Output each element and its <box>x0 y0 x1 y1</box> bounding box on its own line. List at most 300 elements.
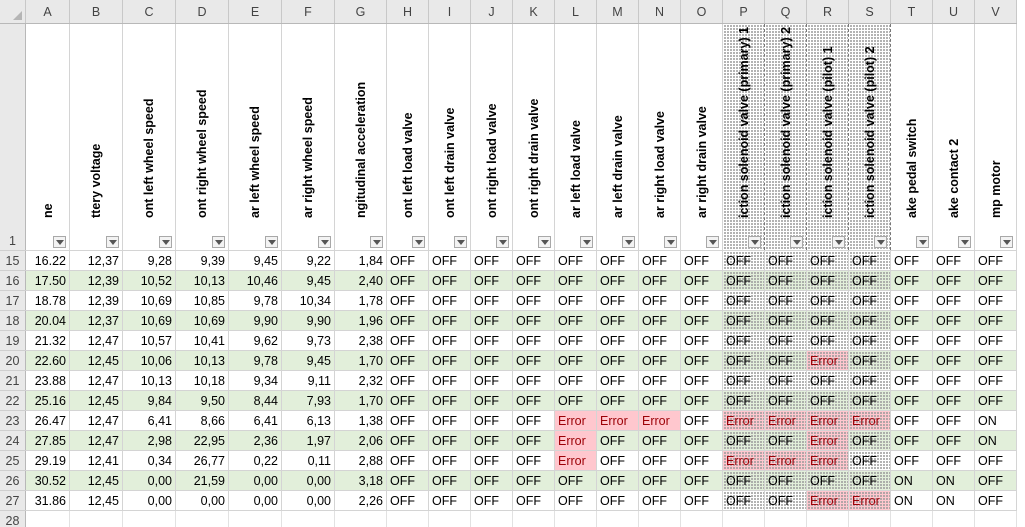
header-cell[interactable] <box>807 24 849 251</box>
column-header-k[interactable]: K <box>513 0 555 24</box>
column-header-t[interactable]: T <box>891 0 933 24</box>
cell[interactable]: 10,52 <box>123 271 176 291</box>
header-cell[interactable] <box>229 24 282 251</box>
cell[interactable] <box>335 511 387 527</box>
cell[interactable]: OFF <box>513 431 555 451</box>
cell[interactable]: OFF <box>387 311 429 331</box>
cell[interactable]: OFF <box>975 451 1017 471</box>
cell[interactable]: OFF <box>891 271 933 291</box>
cell[interactable]: OFF <box>639 251 681 271</box>
cell[interactable]: OFF <box>933 431 975 451</box>
cell[interactable]: OFF <box>513 491 555 511</box>
cell[interactable]: OFF <box>429 291 471 311</box>
cell[interactable]: 0,34 <box>123 451 176 471</box>
cell[interactable]: OFF <box>639 351 681 371</box>
cell[interactable]: OFF <box>639 271 681 291</box>
cell[interactable]: OFF <box>975 491 1017 511</box>
cell[interactable] <box>765 511 807 527</box>
column-header-b[interactable]: B <box>70 0 123 24</box>
filter-dropdown-icon[interactable] <box>318 236 331 248</box>
cell[interactable]: OFF <box>471 291 513 311</box>
row-number[interactable]: 24 <box>0 431 26 451</box>
cell[interactable]: 1,84 <box>335 251 387 271</box>
cell[interactable]: OFF <box>849 291 891 311</box>
cell[interactable] <box>26 511 70 527</box>
cell[interactable]: 0,00 <box>229 471 282 491</box>
cell[interactable]: 1,97 <box>282 431 335 451</box>
cell[interactable]: OFF <box>429 351 471 371</box>
header-cell[interactable] <box>891 24 933 251</box>
row-number[interactable]: 15 <box>0 251 26 271</box>
cell[interactable]: Error <box>765 411 807 431</box>
cell[interactable]: OFF <box>933 271 975 291</box>
header-cell[interactable] <box>335 24 387 251</box>
cell[interactable] <box>639 511 681 527</box>
cell[interactable]: ON <box>933 471 975 491</box>
cell[interactable]: OFF <box>765 431 807 451</box>
filter-dropdown-icon[interactable] <box>706 236 719 248</box>
cell[interactable]: Error <box>807 491 849 511</box>
cell[interactable]: OFF <box>723 271 765 291</box>
cell[interactable]: 31.86 <box>26 491 70 511</box>
cell[interactable]: 9,73 <box>282 331 335 351</box>
cell[interactable]: OFF <box>597 311 639 331</box>
filter-dropdown-icon[interactable] <box>622 236 635 248</box>
cell[interactable]: 12,39 <box>70 291 123 311</box>
cell[interactable]: ON <box>933 491 975 511</box>
cell[interactable]: 6,13 <box>282 411 335 431</box>
cell[interactable] <box>229 511 282 527</box>
row-number[interactable]: 25 <box>0 451 26 471</box>
cell[interactable]: OFF <box>429 391 471 411</box>
column-header-a[interactable]: A <box>26 0 70 24</box>
cell[interactable]: 10,13 <box>176 351 229 371</box>
column-header-p[interactable]: P <box>723 0 765 24</box>
header-cell[interactable] <box>933 24 975 251</box>
cell[interactable]: OFF <box>639 451 681 471</box>
cell[interactable] <box>723 511 765 527</box>
cell[interactable]: 1,70 <box>335 391 387 411</box>
cell[interactable]: OFF <box>723 251 765 271</box>
column-header-u[interactable]: U <box>933 0 975 24</box>
cell[interactable]: 10,57 <box>123 331 176 351</box>
header-cell[interactable] <box>26 24 70 251</box>
cell[interactable]: Error <box>597 411 639 431</box>
cell[interactable]: OFF <box>975 271 1017 291</box>
cell[interactable]: OFF <box>555 391 597 411</box>
cell[interactable]: OFF <box>765 271 807 291</box>
cell[interactable]: OFF <box>639 491 681 511</box>
cell[interactable]: OFF <box>723 391 765 411</box>
column-header-q[interactable]: Q <box>765 0 807 24</box>
cell[interactable]: 26.47 <box>26 411 70 431</box>
column-header-h[interactable]: H <box>387 0 429 24</box>
cell[interactable]: 2,06 <box>335 431 387 451</box>
cell[interactable]: 2,98 <box>123 431 176 451</box>
row-number[interactable]: 27 <box>0 491 26 511</box>
cell[interactable]: OFF <box>975 371 1017 391</box>
cell[interactable] <box>807 511 849 527</box>
cell[interactable]: 10,34 <box>282 291 335 311</box>
cell[interactable]: 10,18 <box>176 371 229 391</box>
cell[interactable]: OFF <box>639 371 681 391</box>
header-cell[interactable] <box>975 24 1017 251</box>
cell[interactable]: Error <box>807 451 849 471</box>
cell[interactable]: 12,45 <box>70 351 123 371</box>
filter-dropdown-icon[interactable] <box>53 236 66 248</box>
cell[interactable]: OFF <box>975 291 1017 311</box>
row-number[interactable]: 22 <box>0 391 26 411</box>
cell[interactable]: 9,78 <box>229 291 282 311</box>
cell[interactable]: OFF <box>681 251 723 271</box>
cell[interactable]: 17.50 <box>26 271 70 291</box>
cell[interactable]: OFF <box>513 371 555 391</box>
cell[interactable]: OFF <box>471 351 513 371</box>
cell[interactable]: OFF <box>849 391 891 411</box>
cell[interactable] <box>70 511 123 527</box>
cell[interactable]: 0,00 <box>123 471 176 491</box>
cell[interactable]: 0,00 <box>123 491 176 511</box>
cell[interactable]: OFF <box>681 311 723 331</box>
cell[interactable]: OFF <box>807 331 849 351</box>
row-number[interactable]: 20 <box>0 351 26 371</box>
row-number[interactable]: 28 <box>0 511 26 527</box>
header-cell[interactable] <box>282 24 335 251</box>
cell[interactable]: OFF <box>471 411 513 431</box>
cell[interactable]: OFF <box>513 271 555 291</box>
cell[interactable]: OFF <box>975 351 1017 371</box>
cell[interactable]: 0,22 <box>229 451 282 471</box>
cell[interactable]: OFF <box>723 291 765 311</box>
cell[interactable]: OFF <box>681 371 723 391</box>
cell[interactable] <box>597 511 639 527</box>
cell[interactable]: OFF <box>513 331 555 351</box>
cell[interactable]: OFF <box>681 431 723 451</box>
cell[interactable]: 12,45 <box>70 391 123 411</box>
cell[interactable]: OFF <box>681 471 723 491</box>
filter-dropdown-icon[interactable] <box>664 236 677 248</box>
cell[interactable]: OFF <box>471 371 513 391</box>
cell[interactable]: 9,45 <box>282 351 335 371</box>
cell[interactable]: 9,90 <box>282 311 335 331</box>
cell[interactable]: OFF <box>849 331 891 351</box>
cell[interactable]: OFF <box>429 451 471 471</box>
cell[interactable] <box>471 511 513 527</box>
column-header-e[interactable]: E <box>229 0 282 24</box>
cell[interactable]: 10,41 <box>176 331 229 351</box>
cell[interactable]: OFF <box>891 411 933 431</box>
filter-dropdown-icon[interactable] <box>1000 236 1013 248</box>
cell[interactable]: 9,62 <box>229 331 282 351</box>
cell[interactable]: ON <box>891 491 933 511</box>
cell[interactable]: Error <box>555 451 597 471</box>
cell[interactable]: Error <box>849 411 891 431</box>
cell[interactable]: OFF <box>387 491 429 511</box>
cell[interactable]: OFF <box>891 331 933 351</box>
cell[interactable]: OFF <box>639 331 681 351</box>
cell[interactable]: OFF <box>681 271 723 291</box>
cell[interactable]: 23.88 <box>26 371 70 391</box>
cell[interactable]: OFF <box>723 331 765 351</box>
cell[interactable]: OFF <box>387 351 429 371</box>
filter-dropdown-icon[interactable] <box>454 236 467 248</box>
cell[interactable]: OFF <box>471 331 513 351</box>
cell[interactable]: OFF <box>597 331 639 351</box>
column-header-l[interactable]: L <box>555 0 597 24</box>
cell[interactable]: OFF <box>429 431 471 451</box>
cell[interactable]: OFF <box>597 471 639 491</box>
cell[interactable]: 2,26 <box>335 491 387 511</box>
cell[interactable]: OFF <box>807 371 849 391</box>
header-cell[interactable] <box>555 24 597 251</box>
header-cell[interactable] <box>639 24 681 251</box>
cell[interactable]: 12,37 <box>70 251 123 271</box>
cell[interactable]: OFF <box>891 391 933 411</box>
cell[interactable]: OFF <box>975 331 1017 351</box>
cell[interactable]: OFF <box>471 391 513 411</box>
cell[interactable]: 8,44 <box>229 391 282 411</box>
cell[interactable]: 26,77 <box>176 451 229 471</box>
cell[interactable]: OFF <box>639 311 681 331</box>
cell[interactable]: 0,00 <box>229 491 282 511</box>
cell[interactable]: 0,00 <box>176 491 229 511</box>
cell[interactable]: OFF <box>597 391 639 411</box>
cell[interactable]: Error <box>555 431 597 451</box>
header-cell[interactable] <box>849 24 891 251</box>
cell[interactable]: OFF <box>849 431 891 451</box>
cell[interactable]: 12,45 <box>70 471 123 491</box>
cell[interactable] <box>513 511 555 527</box>
filter-dropdown-icon[interactable] <box>496 236 509 248</box>
filter-dropdown-icon[interactable] <box>790 236 803 248</box>
cell[interactable]: OFF <box>639 431 681 451</box>
cell[interactable]: 10,85 <box>176 291 229 311</box>
cell[interactable]: OFF <box>765 491 807 511</box>
column-header-i[interactable]: I <box>429 0 471 24</box>
cell[interactable]: OFF <box>723 371 765 391</box>
cell[interactable]: OFF <box>387 271 429 291</box>
cell[interactable]: 25.16 <box>26 391 70 411</box>
cell[interactable]: OFF <box>387 291 429 311</box>
cell[interactable]: 22.60 <box>26 351 70 371</box>
cell[interactable]: 9,11 <box>282 371 335 391</box>
header-cell[interactable] <box>765 24 807 251</box>
cell[interactable]: 9,84 <box>123 391 176 411</box>
cell[interactable]: OFF <box>849 451 891 471</box>
cell[interactable]: 7,93 <box>282 391 335 411</box>
cell[interactable]: OFF <box>975 311 1017 331</box>
cell[interactable]: 9,39 <box>176 251 229 271</box>
cell[interactable]: 1,78 <box>335 291 387 311</box>
cell[interactable]: 6,41 <box>229 411 282 431</box>
cell[interactable]: OFF <box>975 391 1017 411</box>
cell[interactable] <box>387 511 429 527</box>
cell[interactable] <box>555 511 597 527</box>
cell[interactable]: OFF <box>933 251 975 271</box>
header-cell[interactable] <box>723 24 765 251</box>
header-cell[interactable] <box>176 24 229 251</box>
cell[interactable]: OFF <box>681 351 723 371</box>
cell[interactable]: OFF <box>387 471 429 491</box>
cell[interactable]: 2,88 <box>335 451 387 471</box>
cell[interactable]: OFF <box>597 351 639 371</box>
cell[interactable]: OFF <box>555 251 597 271</box>
filter-dropdown-icon[interactable] <box>916 236 929 248</box>
cell[interactable]: OFF <box>387 391 429 411</box>
cell[interactable]: 1,38 <box>335 411 387 431</box>
cell[interactable]: OFF <box>429 251 471 271</box>
cell[interactable]: 8,66 <box>176 411 229 431</box>
cell[interactable]: 9,78 <box>229 351 282 371</box>
cell[interactable]: OFF <box>765 251 807 271</box>
cell[interactable]: 1,96 <box>335 311 387 331</box>
filter-dropdown-icon[interactable] <box>874 236 887 248</box>
cell[interactable]: OFF <box>555 291 597 311</box>
cell[interactable] <box>123 511 176 527</box>
cell[interactable]: OFF <box>555 371 597 391</box>
cell[interactable]: OFF <box>471 471 513 491</box>
cell[interactable]: OFF <box>639 291 681 311</box>
filter-dropdown-icon[interactable] <box>265 236 278 248</box>
cell[interactable]: 20.04 <box>26 311 70 331</box>
cell[interactable]: OFF <box>429 411 471 431</box>
row-number[interactable]: 26 <box>0 471 26 491</box>
cell[interactable]: 21.32 <box>26 331 70 351</box>
cell[interactable]: OFF <box>639 391 681 411</box>
cell[interactable]: 3,18 <box>335 471 387 491</box>
filter-dropdown-icon[interactable] <box>538 236 551 248</box>
cell[interactable]: OFF <box>513 291 555 311</box>
cell[interactable]: 27.85 <box>26 431 70 451</box>
row-number[interactable]: 1 <box>0 24 26 251</box>
cell[interactable]: 0,11 <box>282 451 335 471</box>
cell[interactable]: OFF <box>807 471 849 491</box>
cell[interactable]: OFF <box>429 491 471 511</box>
cell[interactable]: OFF <box>471 251 513 271</box>
cell[interactable]: OFF <box>597 271 639 291</box>
cell[interactable]: 0,00 <box>282 471 335 491</box>
cell[interactable]: OFF <box>933 351 975 371</box>
cell[interactable] <box>429 511 471 527</box>
cell[interactable]: OFF <box>513 391 555 411</box>
column-header-d[interactable]: D <box>176 0 229 24</box>
cell[interactable]: OFF <box>681 451 723 471</box>
cell[interactable]: OFF <box>933 391 975 411</box>
cell[interactable]: 10,06 <box>123 351 176 371</box>
cell[interactable] <box>933 511 975 527</box>
row-number[interactable]: 16 <box>0 271 26 291</box>
cell[interactable]: OFF <box>765 311 807 331</box>
cell[interactable]: OFF <box>471 431 513 451</box>
cell[interactable]: 10,69 <box>123 311 176 331</box>
cell[interactable]: OFF <box>471 311 513 331</box>
cell[interactable]: OFF <box>681 331 723 351</box>
cell[interactable]: OFF <box>513 351 555 371</box>
cell[interactable]: OFF <box>849 471 891 491</box>
header-cell[interactable] <box>70 24 123 251</box>
cell[interactable]: OFF <box>597 251 639 271</box>
filter-dropdown-icon[interactable] <box>370 236 383 248</box>
cell[interactable]: 10,13 <box>123 371 176 391</box>
cell[interactable]: OFF <box>513 251 555 271</box>
cell[interactable]: OFF <box>387 251 429 271</box>
cell[interactable]: 12,39 <box>70 271 123 291</box>
cell[interactable]: OFF <box>681 291 723 311</box>
cell[interactable]: OFF <box>387 411 429 431</box>
cell[interactable]: OFF <box>849 251 891 271</box>
cell[interactable]: OFF <box>765 291 807 311</box>
cell[interactable]: OFF <box>933 371 975 391</box>
cell[interactable]: 22,95 <box>176 431 229 451</box>
cell[interactable]: 2,38 <box>335 331 387 351</box>
cell[interactable]: Error <box>639 411 681 431</box>
cell[interactable]: OFF <box>891 351 933 371</box>
column-header-c[interactable]: C <box>123 0 176 24</box>
cell[interactable]: OFF <box>387 431 429 451</box>
cell[interactable]: OFF <box>555 331 597 351</box>
row-number[interactable]: 19 <box>0 331 26 351</box>
column-header-o[interactable]: O <box>681 0 723 24</box>
header-cell[interactable] <box>681 24 723 251</box>
cell[interactable]: OFF <box>387 451 429 471</box>
cell[interactable]: Error <box>807 431 849 451</box>
cell[interactable]: 9,22 <box>282 251 335 271</box>
cell[interactable]: OFF <box>681 411 723 431</box>
cell[interactable]: OFF <box>555 491 597 511</box>
cell[interactable]: 0,00 <box>282 491 335 511</box>
cell[interactable]: OFF <box>555 471 597 491</box>
cell[interactable]: ON <box>975 431 1017 451</box>
cell[interactable]: 21,59 <box>176 471 229 491</box>
header-cell[interactable] <box>123 24 176 251</box>
cell[interactable]: OFF <box>933 331 975 351</box>
cell[interactable]: 12,47 <box>70 371 123 391</box>
filter-dropdown-icon[interactable] <box>580 236 593 248</box>
filter-dropdown-icon[interactable] <box>412 236 425 248</box>
cell[interactable]: 9,28 <box>123 251 176 271</box>
cell[interactable]: OFF <box>597 291 639 311</box>
cell[interactable]: OFF <box>933 311 975 331</box>
cell[interactable]: 9,50 <box>176 391 229 411</box>
cell[interactable]: OFF <box>723 431 765 451</box>
cell[interactable]: Error <box>555 411 597 431</box>
cell[interactable]: OFF <box>975 471 1017 491</box>
cell[interactable]: OFF <box>555 311 597 331</box>
header-cell[interactable] <box>429 24 471 251</box>
cell[interactable]: OFF <box>513 471 555 491</box>
cell[interactable]: 2,36 <box>229 431 282 451</box>
cell[interactable] <box>891 511 933 527</box>
cell[interactable]: OFF <box>513 311 555 331</box>
cell[interactable]: Error <box>807 411 849 431</box>
cell[interactable]: OFF <box>765 331 807 351</box>
cell[interactable]: 12,41 <box>70 451 123 471</box>
filter-dropdown-icon[interactable] <box>212 236 225 248</box>
cell[interactable]: OFF <box>429 471 471 491</box>
cell[interactable] <box>282 511 335 527</box>
cell[interactable]: OFF <box>597 431 639 451</box>
cell[interactable]: Error <box>849 491 891 511</box>
cell[interactable]: OFF <box>891 451 933 471</box>
cell[interactable]: OFF <box>891 291 933 311</box>
cell[interactable]: OFF <box>471 271 513 291</box>
cell[interactable]: OFF <box>849 311 891 331</box>
cell[interactable]: 12,37 <box>70 311 123 331</box>
cell[interactable]: OFF <box>681 391 723 411</box>
cell[interactable]: OFF <box>513 451 555 471</box>
filter-dropdown-icon[interactable] <box>159 236 172 248</box>
column-header-m[interactable]: M <box>597 0 639 24</box>
